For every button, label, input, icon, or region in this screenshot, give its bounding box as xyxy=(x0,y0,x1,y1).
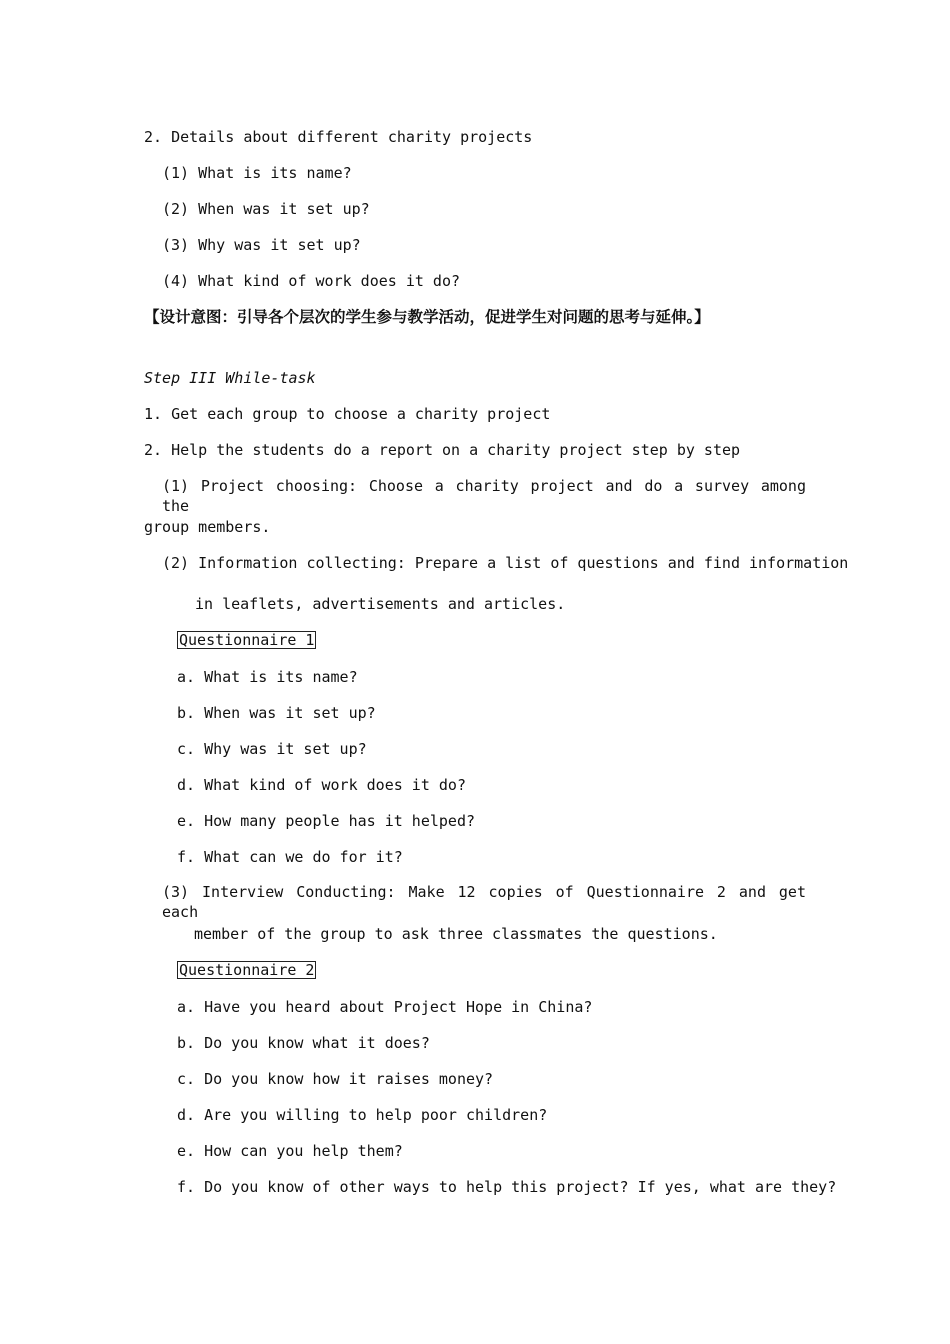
question-item: (4) What kind of work does it do? xyxy=(162,272,461,290)
step-item: 2. Help the students do a report on a charity project step by step xyxy=(144,441,741,459)
questionnaire-2-box: Questionnaire 2 xyxy=(179,961,315,979)
questionnaire-1-box: Questionnaire 1 xyxy=(179,631,315,649)
step-title: Step III While-task xyxy=(144,369,316,387)
questionnaire-item: d. What kind of work does it do? xyxy=(177,776,466,794)
questionnaire-item: d. Are you willing to help poor children? xyxy=(177,1106,548,1124)
questionnaire-item: c. Do you know how it raises money? xyxy=(177,1070,494,1088)
questionnaire-item: e. How many people has it helped? xyxy=(177,812,476,830)
sub-step-line: (2) Information collecting: Prepare a list of questions and find information xyxy=(162,554,849,572)
sub-step-line: group members. xyxy=(144,518,271,536)
questionnaire-item: b. When was it set up? xyxy=(177,704,376,722)
questionnaire-item: f. What can we do for it? xyxy=(177,848,403,866)
section-heading: 2. Details about different charity projects xyxy=(144,128,533,146)
sub-step-line: (1) Project choosing: Choose a charity project and do a survey among the xyxy=(162,477,806,515)
questionnaire-label xyxy=(177,960,316,980)
question-item: (3) Why was it set up? xyxy=(162,236,361,254)
questionnaire-label xyxy=(177,630,316,650)
questionnaire-item: c. Why was it set up? xyxy=(177,740,367,758)
sub-step-line: in leaflets, advertisements and articles. xyxy=(195,595,566,613)
questionnaire-item: e. How can you help them? xyxy=(177,1142,403,1160)
questionnaire-item: b. Do you know what it does? xyxy=(177,1034,430,1052)
design-note: 【设计意图：引导各个层次的学生参与教学活动，促进学生对问题的思考与延伸。】 xyxy=(144,308,710,326)
question-item: (1) What is its name? xyxy=(162,164,352,182)
question-item: (2) When was it set up? xyxy=(162,200,370,218)
step-item: 1. Get each group to choose a charity project xyxy=(144,405,551,423)
questionnaire-item: a. What is its name? xyxy=(177,668,358,686)
questionnaire-item: a. Have you heard about Project Hope in China? xyxy=(177,998,593,1016)
sub-step-line: (3) Interview Conducting: Make 12 copies of Questionnaire 2 and get each xyxy=(162,883,806,921)
questionnaire-item: f. Do you know of other ways to help this project? If yes, what are they? xyxy=(177,1178,837,1196)
sub-step-line: member of the group to ask three classmates the questions. xyxy=(194,925,718,943)
